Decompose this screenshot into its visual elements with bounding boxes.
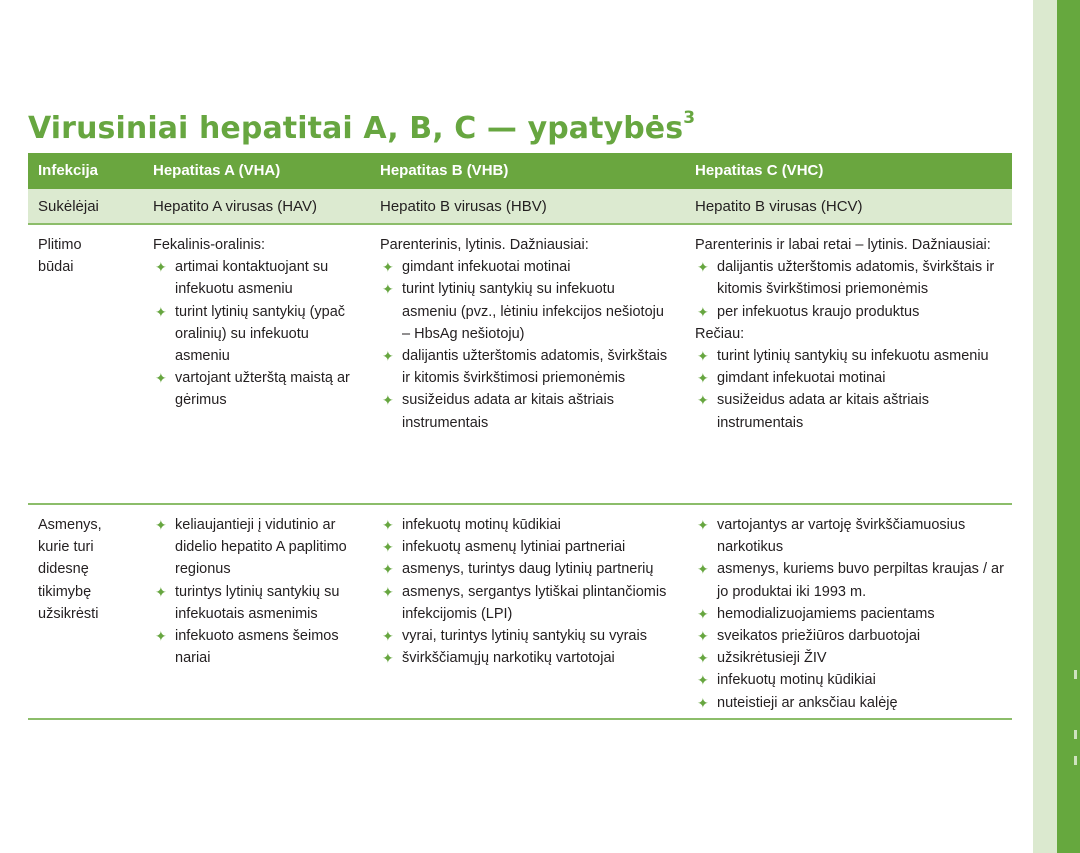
side-band-mark — [1074, 756, 1077, 765]
plus-bullet-icon: ✦ — [697, 672, 709, 689]
plus-bullet-icon: ✦ — [155, 303, 167, 320]
list-item: ✦ gimdant infekuotai motinai — [380, 256, 672, 278]
list-item: ✦ susižeidus adata ar kitais aštriais instrumentais — [380, 389, 672, 433]
bullet-list — [695, 514, 1005, 714]
plus-bullet-icon: ✦ — [382, 259, 394, 276]
list-item: ✦ asmenys, sergantys lytiškai plintančiomis infekcijomis (LPI) — [380, 581, 680, 625]
plus-bullet-icon: ✦ — [697, 517, 709, 533]
row-label: Sukėlėjai — [38, 198, 99, 215]
row-label: Asmenys, kurie turi didesnę tikimybę užsikrėsti — [38, 517, 102, 622]
plus-bullet-icon: ✦ — [697, 605, 709, 622]
bullet-list — [380, 514, 680, 669]
list-item: ✦ hemodializuojamiems pacientams — [695, 603, 1005, 625]
plus-bullet-icon: ✦ — [155, 259, 167, 276]
table-row-routes — [28, 225, 1012, 505]
table-cell: Hepatito A virusas (HAV) — [153, 198, 317, 215]
plus-bullet-icon: ✦ — [382, 583, 394, 600]
bullet-list — [153, 256, 358, 411]
table-cell — [695, 234, 995, 434]
cell-lead: Fekalinis-oralinis: — [153, 237, 266, 253]
list-item: ✦ artimai kontaktuojant su infekuotu asmeniu — [153, 256, 358, 300]
list-item: ✦ asmenys, turintys daug lytinių partnerių — [380, 558, 680, 580]
list-item: ✦ turint lytinių santykių su infekuotu asmeniu (pvz., lėtiniu infekcijos nešiotoju – HbsAg nešiotoju) — [380, 278, 672, 345]
list-item: ✦ infekuotų motinų kūdikiai — [380, 514, 680, 536]
plus-bullet-icon: ✦ — [697, 259, 709, 276]
plus-bullet-icon: ✦ — [382, 517, 394, 533]
table-cell — [380, 234, 672, 434]
side-band-mark — [1074, 730, 1077, 739]
bullet-list — [153, 514, 358, 669]
table-cell — [695, 514, 1005, 714]
list-item: ✦ vartojantys ar vartoję švirkščiamuosius narkotikus — [695, 514, 1005, 558]
list-item: ✦ turint lytinių santykių (ypač oralinių) su infekuotu asmeniu — [153, 301, 358, 368]
table-row-agents — [28, 189, 1012, 225]
header-cell: Hepatitas C (VHC) — [695, 162, 824, 179]
list-item: ✦ infekuotų asmenų lytiniai partneriai — [380, 536, 680, 558]
plus-bullet-icon: ✦ — [697, 348, 709, 365]
list-item: ✦ sveikatos priežiūros darbuotojai — [695, 625, 1005, 647]
list-item: ✦ vyrai, turintys lytinių santykių su vyrais — [380, 625, 680, 647]
plus-bullet-icon: ✦ — [155, 583, 167, 600]
list-item: ✦ turintys lytinių santykių su infekuotais asmenimis — [153, 581, 358, 625]
list-item: ✦ gimdant infekuotai motinai — [695, 367, 995, 389]
plus-bullet-icon: ✦ — [155, 628, 167, 645]
list-item: ✦ per infekuotus kraujo produktus — [695, 301, 995, 323]
cell-lead: Parenterinis, lytinis. Dažniausiai: — [380, 237, 589, 253]
table-cell — [153, 234, 358, 412]
plus-bullet-icon: ✦ — [697, 650, 709, 667]
list-item: ✦ nuteistieji ar anksčiau kalėję — [695, 692, 1005, 714]
list-item: ✦ asmenys, kuriems buvo perpiltas kraujas / ar jo produktai iki 1993 m. — [695, 558, 1005, 602]
list-item: ✦ keliaujantieji į vidutinio ar didelio hepatito A paplitimo regionus — [153, 514, 358, 581]
list-item: ✦ švirkščiamųjų narkotikų vartotojai — [380, 647, 680, 669]
plus-bullet-icon: ✦ — [382, 628, 394, 645]
plus-bullet-icon: ✦ — [382, 561, 394, 578]
plus-bullet-icon: ✦ — [382, 392, 394, 409]
list-item: ✦ infekuoto asmens šeimos nariai — [153, 625, 358, 669]
side-band-mark — [1074, 670, 1077, 679]
bullet-list — [695, 345, 995, 434]
header-cell: Hepatitas B (VHB) — [380, 162, 509, 179]
side-band-light — [1033, 0, 1057, 853]
plus-bullet-icon: ✦ — [382, 650, 394, 667]
plus-bullet-icon: ✦ — [382, 348, 394, 365]
list-item: ✦ vartojant užterštą maistą ar gėrimus — [153, 367, 358, 411]
header-cell: Hepatitas A (VHA) — [153, 162, 281, 179]
plus-bullet-icon: ✦ — [155, 370, 167, 387]
footnote-ref: 3 — [683, 108, 696, 128]
list-item: ✦ infekuotų motinų kūdikiai — [695, 669, 1005, 691]
plus-bullet-icon: ✦ — [697, 303, 709, 320]
hepatitis-table — [28, 153, 1012, 720]
table-cell: Hepatito B virusas (HBV) — [380, 198, 547, 215]
list-item: ✦ dalijantis užterštomis adatomis, švirkštais ir kitomis švirkštimosi priemonėmis — [695, 256, 995, 300]
row-label: Plitimo būdai — [38, 237, 82, 276]
plus-bullet-icon: ✦ — [697, 392, 709, 409]
bullet-list — [380, 256, 672, 434]
cell-lead: Parenterinis ir labai retai – lytinis. Dažniausiai: — [695, 237, 991, 253]
bullet-list — [695, 256, 995, 323]
side-band-green — [1057, 0, 1080, 853]
plus-bullet-icon: ✦ — [382, 539, 394, 556]
cell-lead: Rečiau: — [695, 325, 745, 342]
table-cell — [153, 514, 358, 669]
plus-bullet-icon: ✦ — [382, 281, 394, 298]
list-item: ✦ turint lytinių santykių su infekuotu asmeniu — [695, 345, 995, 367]
table-cell: Hepatito B virusas (HCV) — [695, 198, 863, 215]
plus-bullet-icon: ✦ — [155, 517, 167, 533]
table-row-risk-groups — [28, 505, 1012, 720]
table-cell — [380, 514, 680, 669]
page-title: Virusiniai hepatitai A, B, C — ypatybės$^3$ — [28, 108, 696, 146]
plus-bullet-icon: ✦ — [697, 628, 709, 645]
list-item: ✦ užsikrėtusieji ŽIV — [695, 647, 1005, 669]
plus-bullet-icon: ✦ — [697, 370, 709, 387]
list-item: ✦ susižeidus adata ar kitais aštriais instrumentais — [695, 389, 995, 433]
list-item: ✦ dalijantis užterštomis adatomis, švirkštais ir kitomis švirkštimosi priemonėmis — [380, 345, 672, 389]
header-cell: Infekcija — [38, 162, 99, 179]
table-header-row — [28, 153, 1012, 189]
plus-bullet-icon: ✦ — [697, 694, 709, 711]
plus-bullet-icon: ✦ — [697, 561, 709, 578]
